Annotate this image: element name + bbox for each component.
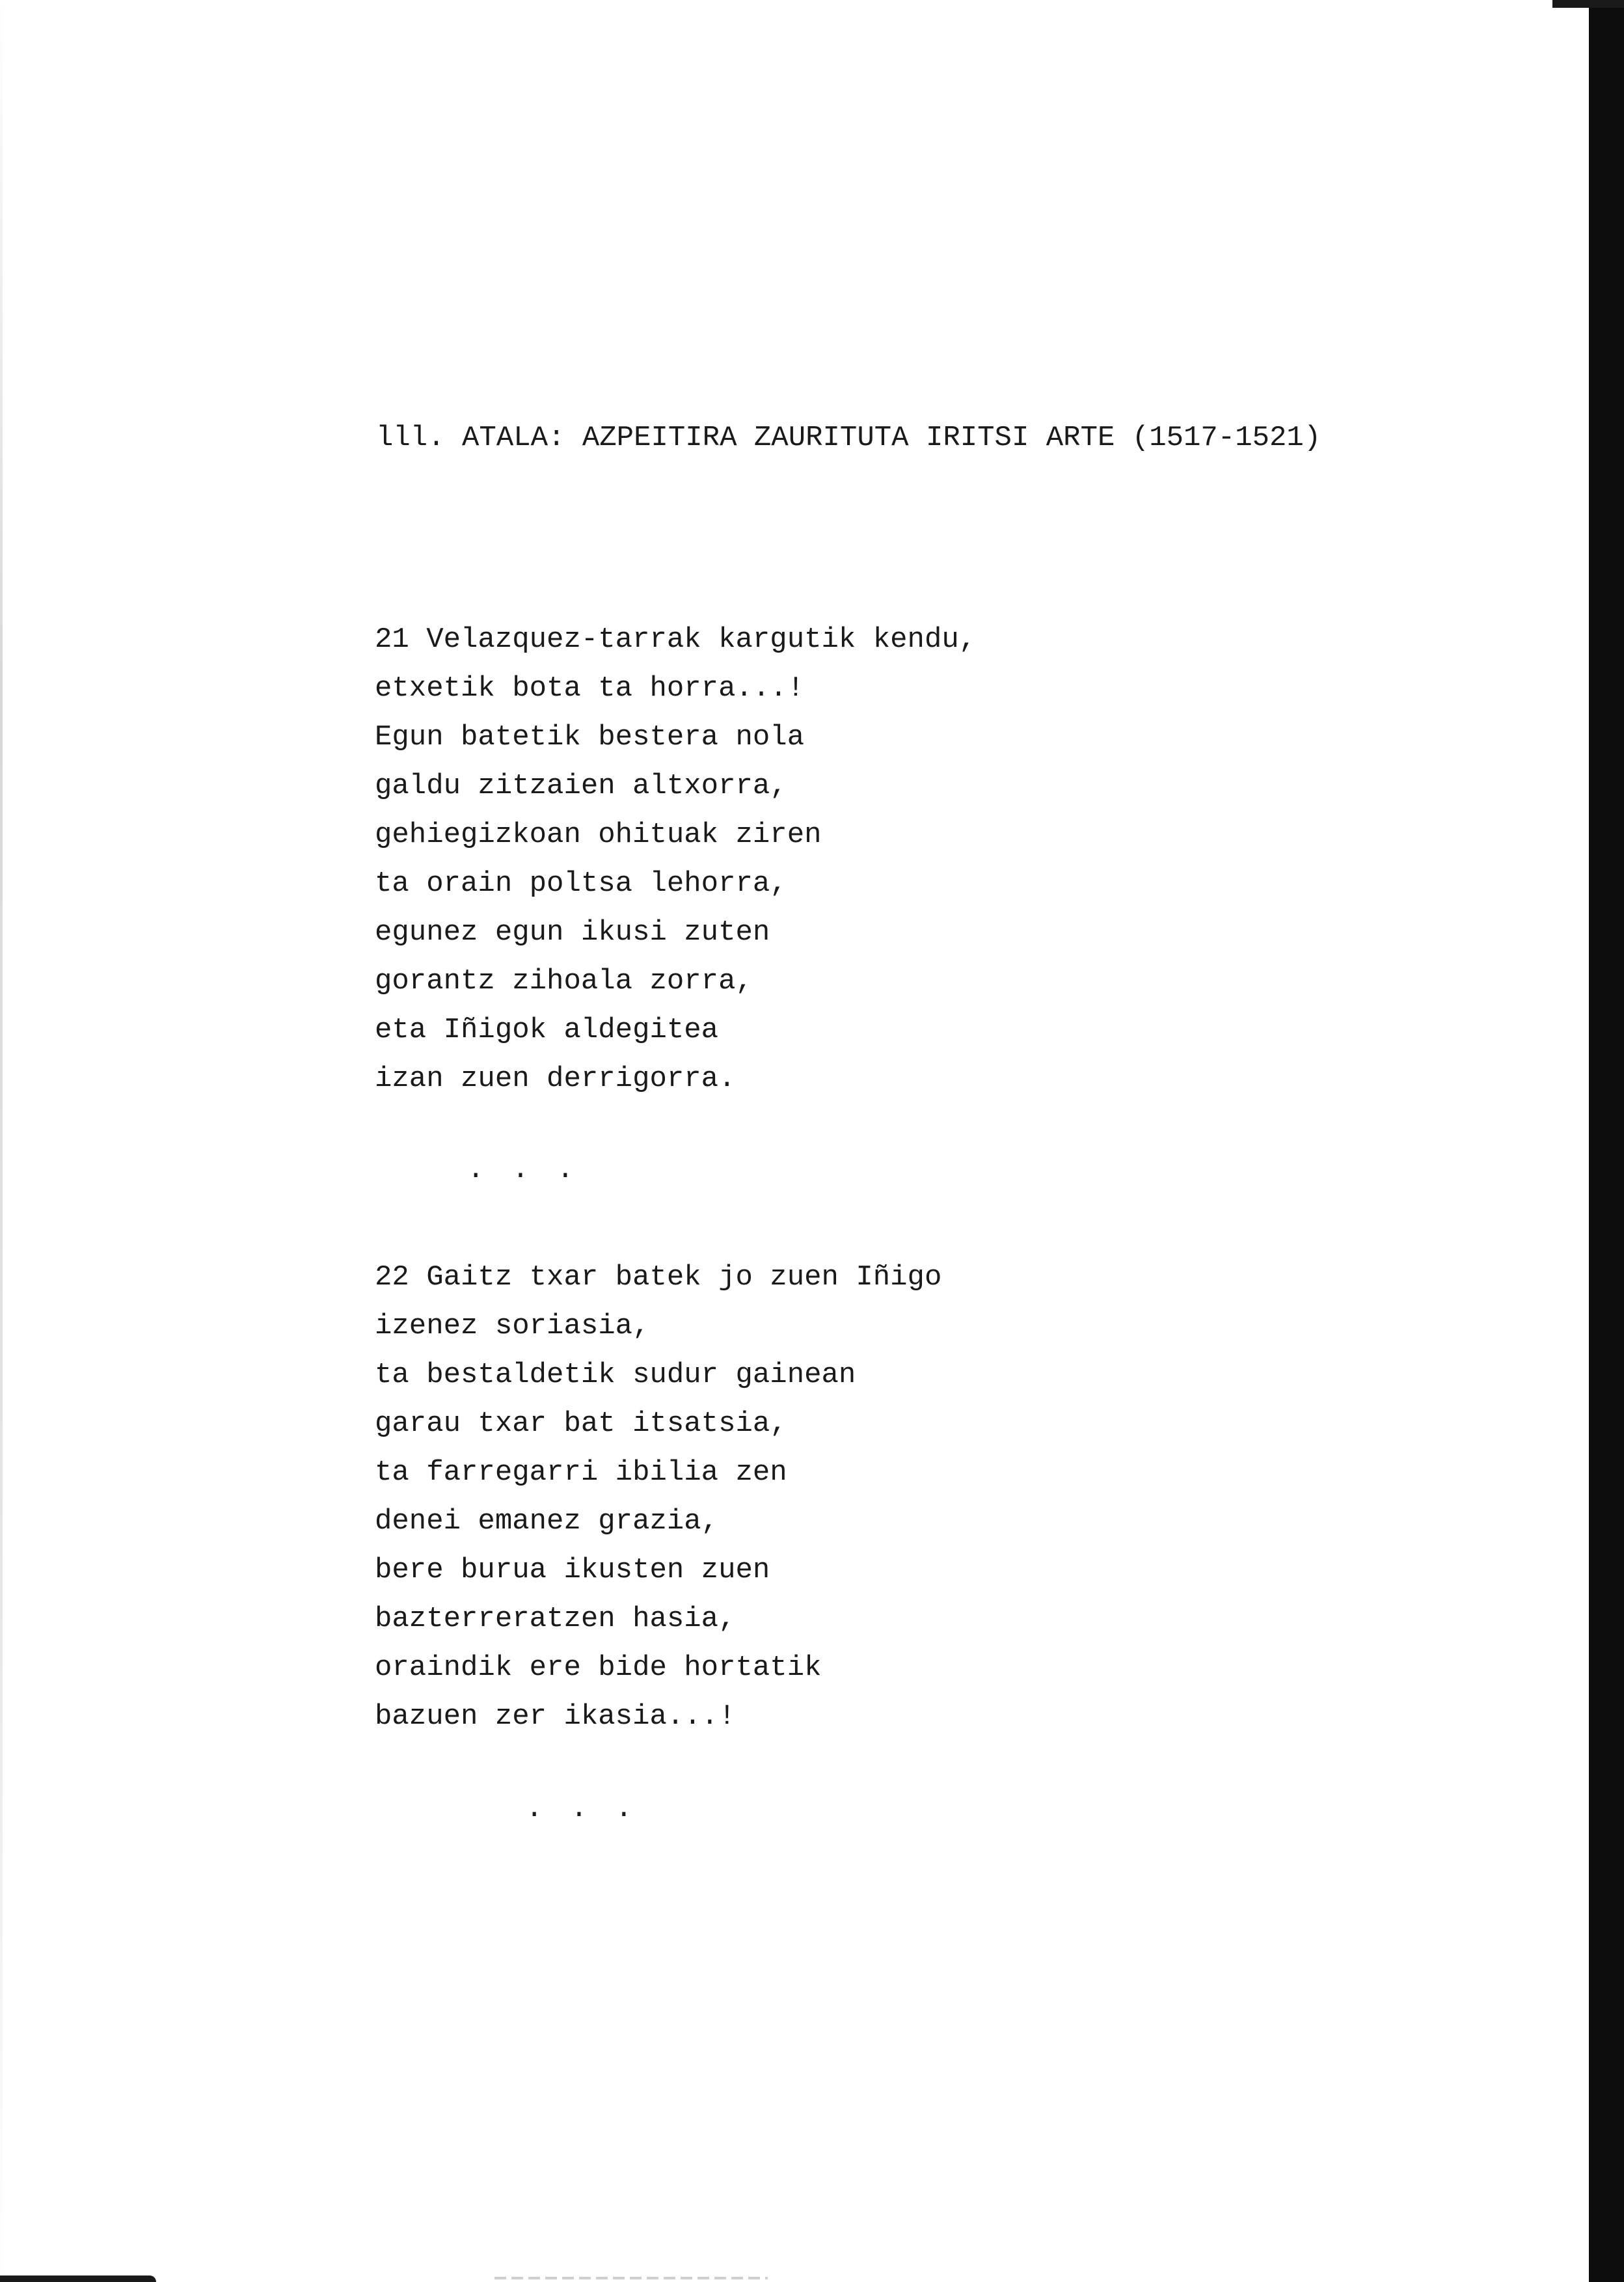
scan-edge-right-top [1552, 0, 1624, 8]
verse-line: izenez soriasia, [375, 1310, 650, 1342]
stanza-separator: . . . [467, 1154, 580, 1186]
verse-line: gehiegizkoan ohituak ziren [375, 819, 822, 851]
verse-line: egunez egun ikusi zuten [375, 916, 770, 949]
verse-line: ta farregarri ibilia zen [375, 1456, 787, 1489]
verse-line: eta Iñigok aldegitea [375, 1014, 719, 1046]
scan-edge-right [1589, 0, 1624, 2282]
stanza-21 [375, 616, 976, 1104]
verse-line: denei emanez grazia, [375, 1505, 719, 1538]
verse-line: Egun batetik bestera nola [375, 721, 805, 754]
verse-line: gorantz zihoala zorra, [375, 965, 753, 998]
verse-line: etxetik bota ta horra...! [375, 672, 805, 705]
stanza-separator: . . . [526, 1793, 638, 1825]
verse-line: 22 Gaitz txar batek jo zuen Iñigo [375, 1261, 942, 1294]
verse-line: galdu zitzaien altxorra, [375, 770, 787, 802]
stanza-22 [375, 1253, 941, 1741]
scan-edge-bottom [494, 2277, 768, 2279]
verse-line: oraindik ere bide hortatik [375, 1651, 822, 1684]
verse-line: 21 Velazquez-tarrak kargutik kendu, [375, 623, 977, 656]
verse-line: bazterreratzen hasia, [375, 1603, 736, 1635]
verse-line: ta bestaldetik sudur gainean [375, 1359, 856, 1391]
verse-line: izan zuen derrigorra. [375, 1063, 736, 1095]
verse-line: ta orain poltsa lehorra, [375, 867, 787, 900]
chapter-heading: lll. ATALA: AZPEITIRA ZAURITUTA IRITSI ARTE (1517-1521) [376, 422, 1321, 454]
verse-line: bere burua ikusten zuen [375, 1554, 770, 1586]
verse-line: bazuen zer ikasia...! [375, 1700, 736, 1733]
verse-line: garau txar bat itsatsia, [375, 1407, 787, 1440]
scan-edge-left [0, 0, 3, 2282]
scan-edge-bottom-left [0, 2275, 156, 2282]
